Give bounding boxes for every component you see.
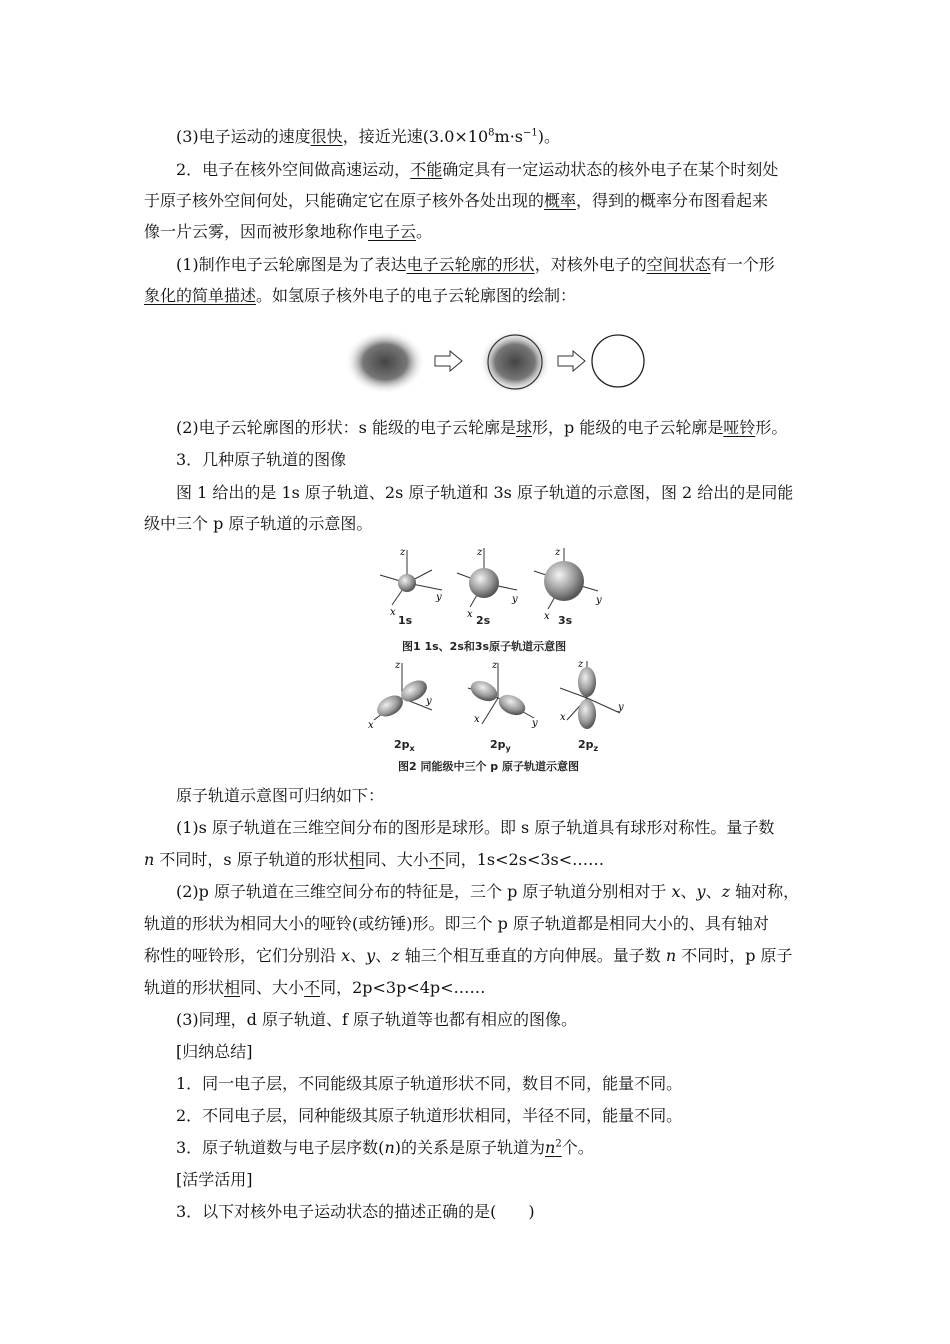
svg-text:x: x	[390, 607, 396, 618]
p6-line1: 图 1 给出的是 1s 原子轨道、2s 原子轨道和 3s 原子轨道的示意图，图 2 给出的是同能	[176, 483, 794, 502]
arrow-right-icon	[558, 351, 585, 371]
p8-line1: (1)s 原子轨道在三维空间分布的图形是球形。即 s 原子轨道具有球形对称性。量子数	[176, 818, 775, 837]
orbital-3s	[534, 547, 602, 622]
fig1-label-3s: 3s	[558, 614, 573, 627]
p3-line2: 象化的简单描述。如氢原子核外电子的电子云轮廓图的绘制：	[144, 286, 577, 305]
svg-text:x: x	[544, 611, 550, 622]
p3-line1: (1)制作电子云轮廓图是为了表达电子云轮廓的形状，对核外电子的空间状态有一个形	[176, 255, 775, 274]
summary-item-3: 3．原子轨道数与电子层序数(n)的关系是原子轨道为$n^2$个。	[176, 1138, 594, 1157]
p8-line2: n 不同时，s 原子轨道的形状相同、大小不同，1s<2s<3s<……	[144, 850, 605, 869]
svg-text:x: x	[474, 714, 480, 725]
summary-item-1: 1．同一电子层，不同能级其原子轨道形状不同，数目不同，能量不同。	[176, 1074, 683, 1093]
svg-text:y: y	[426, 696, 432, 707]
svg-text:z: z	[492, 660, 498, 671]
svg-text:z: z	[578, 659, 584, 670]
fig1-label-2s: 2s	[476, 614, 491, 627]
orbital-2py	[468, 660, 538, 729]
practice-title: [活学活用]	[176, 1170, 253, 1189]
p7-line: 原子轨道示意图可归纳如下：	[176, 786, 385, 805]
p10-line: (3)同理，d 原子轨道、f 原子轨道等也都有相应的图像。	[176, 1010, 578, 1029]
orbital-1s	[380, 547, 442, 618]
electron-cloud-figure	[340, 320, 660, 400]
orbital-2pz	[560, 659, 624, 729]
contour-circle	[592, 335, 644, 387]
svg-text:z: z	[555, 547, 561, 558]
svg-text:y: y	[532, 718, 538, 729]
svg-text:z: z	[477, 547, 483, 558]
orbital-2s	[457, 547, 518, 620]
fig2-label-2px: $2p_x$	[394, 738, 415, 754]
svg-text:x: x	[368, 720, 374, 731]
fig1-label-1s: 1s	[398, 614, 413, 627]
p9-line3: 称性的哑铃形，它们分别沿 x、y、z 轴三个相互垂直的方向伸展。量子数 n 不同时，p 原子	[144, 946, 793, 965]
fig1-caption: 图1 1s、2s和3s原子轨道示意图	[402, 640, 567, 653]
p2-line3: 像一片云雾，因而被形象地称作电子云。	[144, 222, 433, 241]
svg-text:x: x	[467, 609, 473, 620]
svg-text:x: x	[560, 712, 566, 723]
summary-title: [归纳总结]	[176, 1042, 253, 1061]
svg-text:y: y	[618, 702, 624, 713]
svg-text:y: y	[596, 595, 602, 606]
arrow-right-icon	[435, 351, 462, 371]
p9-line2: 轨道的形状为相同大小的哑铃(或纺锤)形。即三个 p 原子轨道都是相同大小的、具有轴对	[144, 914, 769, 933]
p4-line: (2)电子云轮廓图的形状：s 能级的电子云轮廓是球形，p 能级的电子云轮廓是哑铃形。	[176, 418, 788, 437]
summary-item-2: 2．不同电子层，同种能级其原子轨道形状相同，半径不同，能量不同。	[176, 1106, 683, 1125]
section-3-heading: 3．几种原子轨道的图像	[176, 450, 347, 469]
svg-text:z: z	[400, 547, 406, 558]
p2-line2: 于原子核外空间何处，只能确定它在原子核外各处出现的概率，得到的概率分布图看起来	[144, 191, 769, 210]
fig2-caption: 图2 同能级中三个 p 原子轨道示意图	[398, 760, 580, 773]
p9-line1: (2)p 原子轨道在三维空间分布的特征是，三个 p 原子轨道分别相对于 x、y、z 轴对称，	[176, 882, 800, 901]
p1-line: (3)电子运动的速度很快，接近光速$(3.0\times 10^8m\cdot s^{-1})$。	[176, 127, 560, 146]
p9-line4: 轨道的形状相同、大小不同，2p<3p<4p<……	[144, 978, 486, 997]
question-3: 3．以下对核外电子运动状态的描述正确的是( )	[176, 1202, 535, 1221]
fig2-label-2py: $2p_y$	[490, 738, 511, 754]
svg-text:y: y	[512, 594, 518, 605]
svg-text:z: z	[395, 660, 401, 671]
fig2-label-2pz: $2p_z$	[578, 738, 599, 754]
orbital-2px	[368, 660, 432, 731]
p6-line2: 级中三个 p 原子轨道的示意图。	[144, 514, 373, 533]
p-orbitals-figure	[362, 658, 632, 738]
svg-text:y: y	[436, 592, 442, 603]
p2-line1: 2．电子在核外空间做高速运动，不能确定具有一定运动状态的核外电子在某个时刻处	[176, 160, 779, 179]
